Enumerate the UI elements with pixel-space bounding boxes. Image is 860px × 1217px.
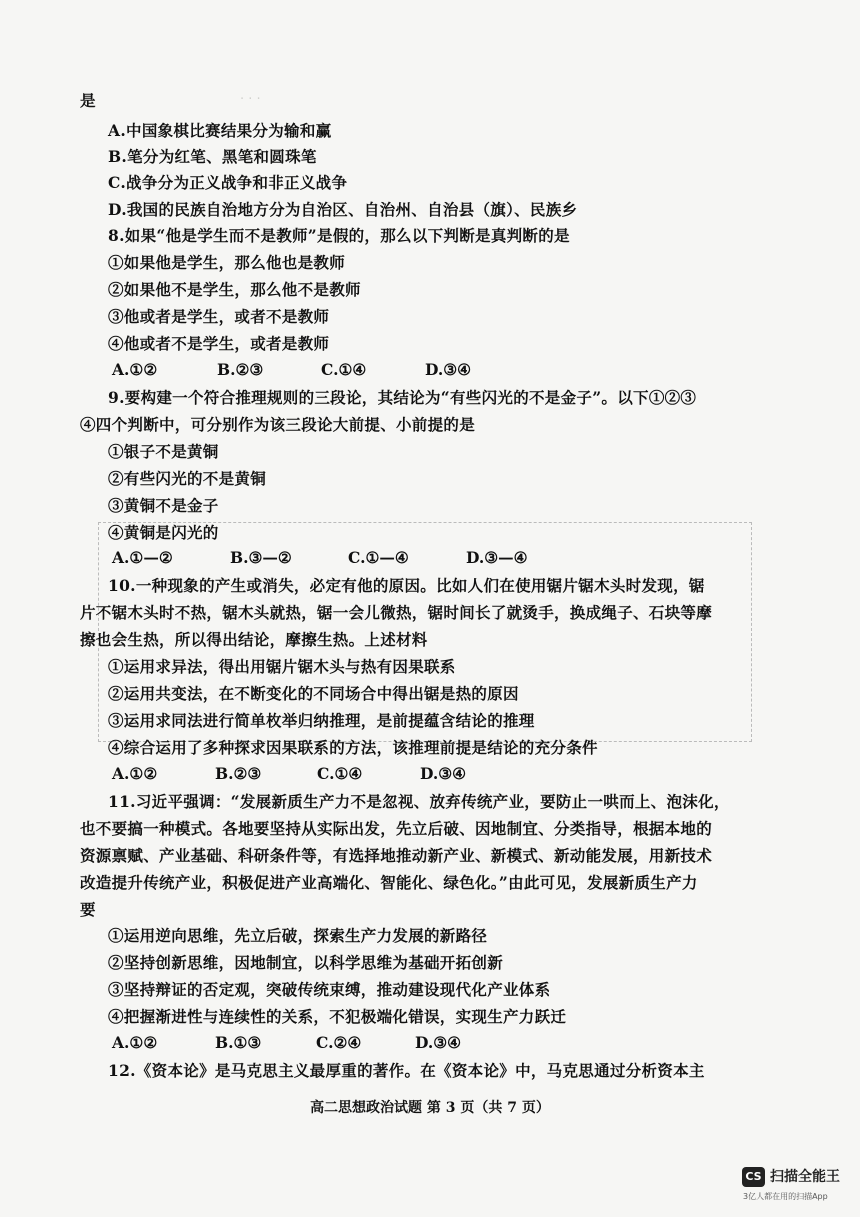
bleed-through-text: · · · bbox=[240, 92, 261, 107]
camscanner-subtitle: 3亿人都在用的扫描App bbox=[743, 1192, 828, 1201]
q7-option-d: D.我国的民族自治地方分为自治区、自治州、自治县（旗）、民族乡 bbox=[108, 200, 578, 219]
q11-stem-line-3: 资源禀赋、产业基础、科研条件等，有选择地推动新产业、新模式、新动能发展，用新技术 bbox=[80, 846, 713, 865]
q11-stem-line-1: 11.习近平强调：“发展新质生产力不是忽视、放弃传统产业，要防止一哄而上、泡沫化， bbox=[108, 792, 730, 811]
q7-stem-tail: 是 bbox=[80, 91, 96, 110]
q10-option-d: D.③④ bbox=[420, 764, 467, 783]
q8-option-b: B.②③ bbox=[217, 360, 264, 379]
q7-option-b: B.笔分为红笔、黑笔和圆珠笔 bbox=[108, 147, 317, 166]
q10-stem-line-3: 擦也会生热，所以得出结论，摩擦生热。上述材料 bbox=[80, 630, 428, 649]
q10-statement-2: ②运用共变法，在不断变化的不同场合中得出锯是热的原因 bbox=[108, 684, 519, 703]
q9-option-a: A.①—② bbox=[112, 548, 173, 567]
q11-options bbox=[112, 1033, 461, 1052]
q11-statement-4: ④把握渐进性与连续性的关系，不犯极端化错误，实现生产力跃迁 bbox=[108, 1007, 567, 1026]
q11-statement-3: ③坚持辩证的否定观，突破传统束缚，推动建设现代化产业体系 bbox=[108, 980, 551, 999]
page-footer: 高二思想政治试题 第 3 页（共 7 页） bbox=[310, 1100, 550, 1116]
q11-stem-line-2: 也不要搞一种模式。各地要坚持从实际出发，先立后破、因地制宜、分类指导，根据本地的 bbox=[80, 819, 713, 838]
camscanner-title: 扫描全能王 bbox=[770, 1169, 840, 1185]
camscanner-logo-icon: CS bbox=[742, 1167, 765, 1187]
q10-option-a: A.①② bbox=[112, 764, 158, 783]
q9-option-b: B.③—② bbox=[230, 548, 292, 567]
q9-stem-line-2: ④四个判断中，可分别作为该三段论大前提、小前提的是 bbox=[80, 415, 476, 434]
q10-statement-3: ③运用求同法进行简单枚举归纳推理，是前提蕴含结论的推理 bbox=[108, 711, 535, 730]
q8-statement-3: ③他或者是学生，或者不是教师 bbox=[108, 307, 330, 326]
q11-statement-1: ①运用逆向思维，先立后破，探索生产力发展的新路径 bbox=[108, 926, 488, 945]
q7-option-a: A.中国象棋比赛结果分为输和赢 bbox=[108, 121, 332, 140]
q11-statement-2: ②坚持创新思维，因地制宜，以科学思维为基础开拓创新 bbox=[108, 953, 504, 972]
q9-stem-line-1: 9.要构建一个符合推理规则的三段论，其结论为“有些闪光的不是金子”。以下①②③ bbox=[108, 388, 697, 407]
q12-stem-line-1: 12.《资本论》是马克思主义最厚重的著作。在《资本论》中，马克思通过分析资本主 bbox=[108, 1061, 705, 1080]
q11-stem-line-5: 要 bbox=[80, 900, 96, 919]
q10-options bbox=[112, 764, 466, 783]
q10-option-b: B.②③ bbox=[215, 764, 262, 783]
q11-stem-line-4: 改造提升传统产业，积极促进产业高端化、智能化、绿色化。”由此可见，发展新质生产力 bbox=[80, 873, 698, 892]
q11-option-b: B.①③ bbox=[215, 1033, 262, 1052]
q8-statement-1: ①如果他是学生，那么他也是教师 bbox=[108, 253, 346, 272]
q9-statement-4: ④黄铜是闪光的 bbox=[108, 523, 219, 542]
q9-statement-2: ②有些闪光的不是黄铜 bbox=[108, 469, 267, 488]
q8-option-d: D.③④ bbox=[425, 360, 472, 379]
q10-option-c: C.①④ bbox=[317, 764, 363, 783]
q10-stem-line-2: 片不锯木头时不热，锯木头就热，锯一会儿微热，锯时间长了就烫手，换成绳子、石块等摩 bbox=[80, 603, 713, 622]
q8-statement-2: ②如果他不是学生，那么他不是教师 bbox=[108, 280, 361, 299]
q10-statement-1: ①运用求异法，得出用锯片锯木头与热有因果联系 bbox=[108, 657, 456, 676]
q9-option-c: C.①—④ bbox=[348, 548, 409, 567]
q10-statement-4: ④综合运用了多种探求因果联系的方法，该推理前提是结论的充分条件 bbox=[108, 738, 598, 757]
q9-option-d: D.③—④ bbox=[466, 548, 528, 567]
q10-stem-line-1: 10.一种现象的产生或消失，必定有他的原因。比如人们在使用锯片锯木头时发现，锯 bbox=[108, 576, 705, 595]
q8-stem: 8.如果“他是学生而不是教师”是假的，那么以下判断是真判断的是 bbox=[108, 226, 570, 245]
q8-options bbox=[112, 360, 471, 379]
q9-statement-1: ①银子不是黄铜 bbox=[108, 442, 219, 461]
q11-option-a: A.①② bbox=[112, 1033, 158, 1052]
q8-option-a: A.①② bbox=[112, 360, 158, 379]
q7-option-c: C.战争分为正义战争和非正义战争 bbox=[108, 173, 348, 192]
q9-statement-3: ③黄铜不是金子 bbox=[108, 496, 219, 515]
q11-option-d: D.③④ bbox=[415, 1033, 462, 1052]
q8-option-c: C.①④ bbox=[321, 360, 367, 379]
q8-statement-4: ④他或者不是学生，或者是教师 bbox=[108, 334, 330, 353]
q11-option-c: C.②④ bbox=[316, 1033, 362, 1052]
q9-options bbox=[112, 548, 528, 567]
